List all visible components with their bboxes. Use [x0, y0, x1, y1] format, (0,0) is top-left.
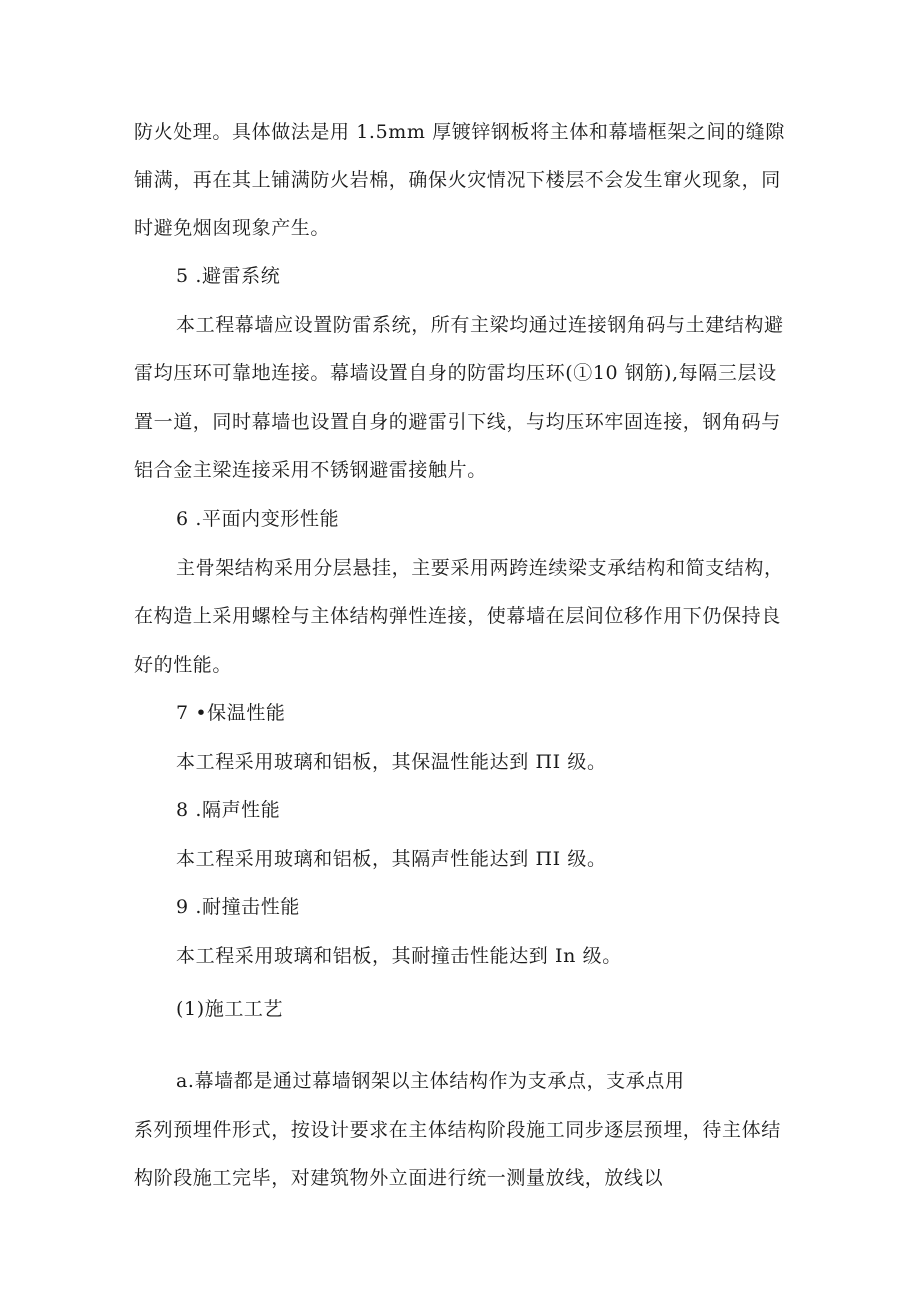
- paragraph-line: 置一道，同时幕墙也设置自身的避雷引下线，与均压环牢固连接，钢角码与: [134, 411, 781, 433]
- paragraph-line: 本工程幕墙应设置防雷系统，所有主梁均通过连接钢角码与土建结构避: [176, 314, 784, 336]
- section-heading: 7 •保温性能: [176, 702, 286, 724]
- paragraph-line: 构阶段施工完毕，对建筑物外立面进行统一测量放线，放线以: [134, 1167, 664, 1189]
- paragraph-line: a.幕墙都是通过幕墙钢架以主体结构作为支承点，支承点用: [176, 1070, 685, 1092]
- section-heading: 6 .平面内变形性能: [176, 508, 340, 530]
- paragraph-line: 本工程采用玻璃和铝板，其耐撞击性能达到 In 级。: [176, 945, 622, 967]
- section-heading: 9 .耐撞击性能: [176, 896, 300, 918]
- section-heading: 8 .隔声性能: [176, 799, 281, 821]
- paragraph-line: 铝合金主梁连接采用不锈钢避雷接触片。: [134, 459, 487, 481]
- section-heading: (1)施工工艺: [176, 998, 284, 1020]
- paragraph-line: 好的性能。: [134, 654, 233, 676]
- paragraph-line: 在构造上采用螺栓与主体结构弹性连接，使幕墙在层间位移作用下仍保持良: [134, 605, 781, 627]
- paragraph-line: 本工程采用玻璃和铝板，其隔声性能达到 ΠI 级。: [176, 848, 607, 870]
- paragraph-line: 防火处理。具体做法是用 1.5mm 厚镀锌钢板将主体和幕墙框架之间的缝隙: [134, 121, 785, 143]
- section-heading: 5 .避雷系统: [176, 265, 281, 287]
- paragraph-line: 主骨架结构采用分层悬挂，主要采用两跨连续梁支承结构和简支结构，: [176, 557, 784, 579]
- paragraph-line: 雷均压环可靠地连接。幕墙设置自身的防雷均压环(①10 钢筋),每隔三层设: [134, 362, 777, 384]
- paragraph-line: 本工程采用玻璃和铝板，其保温性能达到 ΠI 级。: [176, 751, 607, 773]
- paragraph-line: 铺满，再在其上铺满防火岩棉，确保火灾情况下楼层不会发生窜火现象，同: [134, 169, 781, 191]
- paragraph-line: 时避免烟囱现象产生。: [134, 217, 331, 239]
- paragraph-line: 系列预埋件形式，按设计要求在主体结构阶段施工同步逐层预埋，待主体结: [134, 1119, 781, 1141]
